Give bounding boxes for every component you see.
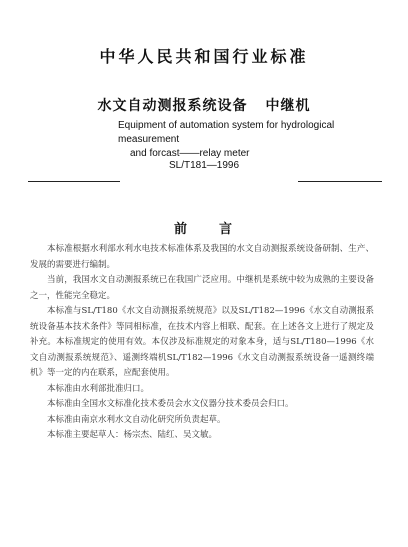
foreword-paragraph: 本标准根据水利部水利水电技术标准体系及我国的水文自动测报系统设备研制、生产、发展的需要进行编制。 bbox=[30, 244, 374, 270]
foreword-paragraph: 本标准主要起草人：杨宗杰、陆红、吴文敏。 bbox=[47, 430, 218, 440]
divider-left bbox=[28, 181, 120, 182]
title-en-line-1: Equipment of automation system for hydrological measurement bbox=[118, 120, 335, 145]
foreword-paragraph: 本标准与SL/T180《水文自动测报系统规范》以及SL/T182—1996《水文自动测报系统设备基本技术条件》等同相标准，在技术内容上相联、配套。在上述各文上进行了规定及补充。本标准规定的使用有效。本仅涉及标准规定的对象本身，适与SL/T180—1996《水文自动测报系统规范》、遥测终端机SL/T182—1996《水文自动测报系统设备一遥测终端机》等一定的内在联系，应配套使用。 bbox=[30, 306, 374, 378]
foreword-body bbox=[30, 242, 374, 444]
title-en-line-2: and forcast——relay meter bbox=[130, 148, 250, 159]
foreword-paragraph: 本标准由全国水文标准化技术委员会水文仪器分技术委员会归口。 bbox=[47, 399, 294, 409]
foreword-paragraph: 本标准由南京水利水文自动化研究所负责起草。 bbox=[47, 414, 226, 425]
title-subtitle: 中继机 bbox=[265, 98, 311, 114]
foreword-heading: 前 言 bbox=[173, 222, 235, 237]
title-main: 水文自动测报系统设备 bbox=[97, 98, 248, 114]
document-title-cn bbox=[0, 95, 408, 115]
document-title-en bbox=[118, 119, 358, 161]
standard-code: SL/T181 bbox=[168, 160, 207, 171]
divider-right bbox=[298, 181, 382, 182]
foreword-paragraph: 本标准由水利部批准归口。 bbox=[47, 383, 150, 394]
standard-number: SL/T181—1996 bbox=[168, 160, 240, 171]
foreword-paragraph: 当前，我国水文自动测报系统已在我国广泛应用。中继机是系统中较为成熟的主要设备之一，性能完全稳定。 bbox=[30, 275, 374, 301]
standard-type-heading: 中华人民共和国行业标准 bbox=[99, 47, 309, 66]
standard-year: 1996 bbox=[216, 160, 240, 171]
